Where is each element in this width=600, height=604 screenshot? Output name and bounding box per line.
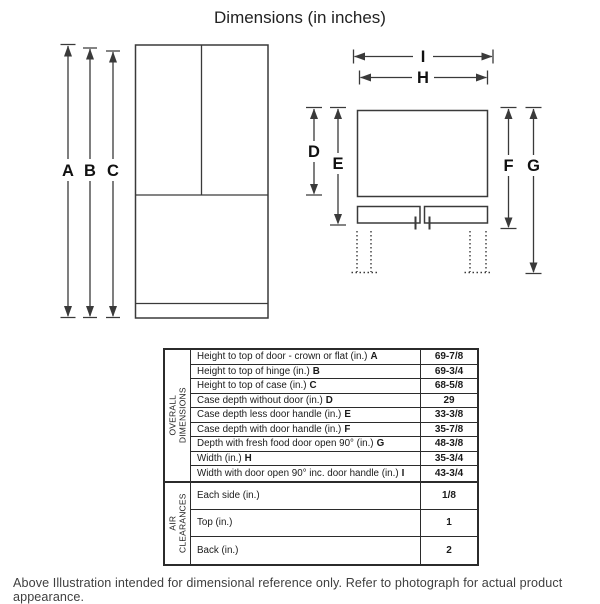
row-label: Case depth less door handle (in.): [197, 409, 342, 421]
dim-label-c: C: [107, 162, 119, 180]
row-label: Width (in.): [197, 452, 242, 464]
dim-d-arrow-up: [310, 109, 318, 120]
dim-h-arrow-left: [360, 74, 371, 82]
left-door-top-outline: [358, 207, 421, 224]
group-label-line: DIMENSIONS: [177, 387, 188, 444]
right-door-open-dotted: [465, 231, 491, 273]
row-value: 35-3/4: [434, 452, 464, 464]
row-value: 29: [443, 394, 455, 406]
door-open-projection-dotted: [352, 231, 491, 273]
row-label: Case depth with door handle (in.): [197, 423, 342, 435]
air-clearances-group-label: [165, 483, 191, 564]
row-letter: I: [401, 467, 405, 479]
row-value: 69-3/4: [434, 365, 464, 377]
dim-b-arrow-up: [86, 49, 94, 60]
page-title: Dimensions (in inches): [214, 8, 386, 27]
row-label: Height to top of case (in.): [197, 380, 307, 392]
row-letter: A: [370, 351, 378, 363]
row-letter: C: [309, 380, 317, 392]
dim-label-h: H: [417, 69, 429, 87]
table-row: [191, 365, 477, 380]
row-value: 1/8: [442, 490, 456, 501]
row-value: 68-5/8: [434, 380, 464, 392]
table-row: [191, 394, 477, 409]
row-value: 33-3/8: [434, 409, 464, 421]
dim-label-b: B: [84, 162, 96, 180]
row-value: 35-7/8: [434, 423, 464, 435]
group-label-line: CLEARANCES: [177, 493, 188, 553]
dim-c-arrow-up: [109, 52, 117, 63]
air-clearances-group: [165, 481, 477, 564]
row-letter: F: [344, 423, 351, 435]
table-row: [191, 408, 477, 423]
table-row: [191, 350, 477, 365]
disclaimer-text: Above Illustration intended for dimensional reference only. Refer to photograph for actual product appearance.: [13, 576, 563, 604]
row-value: 48-3/8: [434, 438, 464, 450]
dim-c-arrow-down: [109, 306, 117, 317]
row-label: Height to top of hinge (in.): [197, 365, 310, 377]
dim-label-f: F: [503, 157, 514, 175]
row-letter: H: [244, 452, 252, 464]
row-label: Height to top of door - crown or flat (in.): [197, 351, 368, 363]
left-door-open-dotted: [352, 231, 378, 273]
table-row: [191, 466, 477, 481]
dim-i-arrow-right: [482, 53, 493, 61]
row-label: Each side (in.): [197, 490, 260, 501]
case-top-outline: [358, 111, 488, 197]
table-row: [191, 452, 477, 467]
dim-d-arrow-down: [310, 184, 318, 195]
row-value: 43-3/4: [434, 467, 464, 479]
dim-a-arrow-down: [64, 306, 72, 317]
air-clearances-rows: [191, 483, 477, 564]
dim-label-i: I: [420, 48, 426, 66]
table-row: [191, 437, 477, 452]
table-row: [191, 423, 477, 438]
table-row: [191, 483, 477, 510]
row-letter: E: [344, 409, 351, 421]
row-label: Back (in.): [197, 544, 239, 556]
table-row: [191, 537, 477, 564]
row-label: Depth with fresh food door open 90° (in.): [197, 438, 374, 450]
row-value: 1: [446, 517, 452, 528]
dim-g-arrow-down: [530, 263, 538, 274]
front-view-diagram: [61, 45, 269, 319]
row-label: Case depth without door (in.): [197, 394, 323, 406]
dimensions-table: [163, 348, 479, 566]
dim-f-arrow-up: [505, 109, 513, 120]
dim-label-g: G: [527, 157, 540, 175]
table-row: [191, 510, 477, 537]
row-letter: B: [312, 365, 320, 377]
dim-label-a: A: [62, 162, 74, 180]
row-letter: D: [325, 394, 333, 406]
dim-h-arrow-right: [476, 74, 487, 82]
row-letter: G: [376, 438, 385, 450]
dim-label-d: D: [308, 143, 320, 161]
dim-e-arrow-up: [334, 109, 342, 120]
overall-dimensions-group-label: [165, 350, 191, 481]
row-value: 69-7/8: [434, 351, 464, 363]
dim-b-arrow-down: [86, 306, 94, 317]
dim-label-e: E: [332, 155, 344, 173]
group-label-line: OVERALL: [167, 394, 178, 436]
dim-g-arrow-up: [530, 109, 538, 120]
row-value: 2: [446, 544, 452, 556]
group-label-line: AIR: [167, 515, 178, 531]
row-label: Width with door open 90° inc. door handle (in.): [197, 467, 399, 479]
dim-i-arrow-left: [354, 53, 365, 61]
dim-a-arrow-up: [64, 46, 72, 57]
overall-dimensions-group: [165, 350, 477, 481]
table-row: [191, 379, 477, 394]
row-label: Top (in.): [197, 517, 233, 528]
dim-e-arrow-down: [334, 214, 342, 225]
overall-dimensions-rows: [191, 350, 477, 481]
right-door-top-outline: [425, 207, 488, 224]
dim-f-arrow-down: [505, 218, 513, 229]
